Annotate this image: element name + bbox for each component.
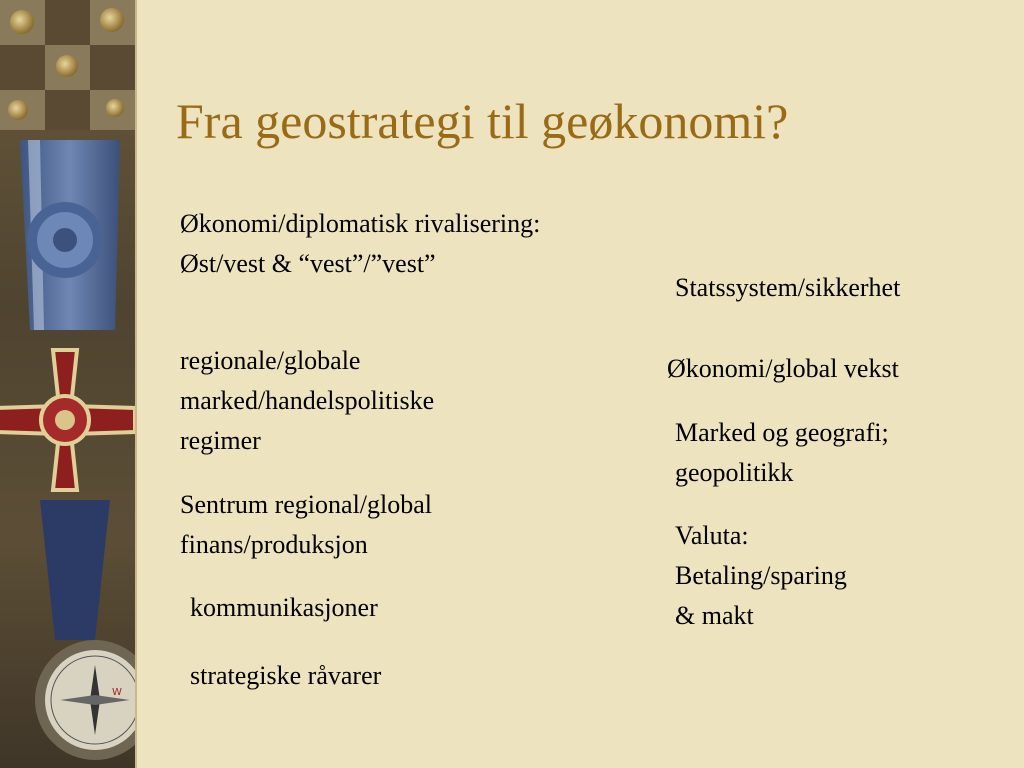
left-text-block4: kommunikasjoner	[190, 593, 378, 622]
right-text-block4-line1: Valuta:	[675, 521, 749, 550]
medals-collage-image	[0, 0, 137, 768]
left-text-block2-line2: marked/handelspolitiske	[180, 386, 435, 415]
decorative-image-strip	[0, 0, 137, 768]
left-text-block1-line1: Økonomi/diplomatisk rivalisering:	[180, 209, 541, 238]
left-text-block2-line1: regionale/globale	[180, 346, 361, 375]
slide-title: Fra geostrategi til geøkonomi?	[176, 93, 789, 149]
sidebar-border	[135, 0, 137, 768]
left-text-block3-line1: Sentrum regional/global	[180, 490, 433, 519]
right-text-block3-line1: Marked og geografi;	[675, 418, 889, 447]
svg-text:W: W	[112, 687, 122, 698]
left-text-block1-line2: Øst/vest & “vest”/”vest”	[180, 249, 436, 278]
right-text-block2: Økonomi/global vekst	[667, 354, 899, 383]
right-text-block4-line3: & makt	[675, 601, 754, 630]
left-text-block5: strategiske råvarer	[190, 661, 382, 690]
right-text-block3-line2: geopolitikk	[675, 458, 794, 487]
right-text-block1: Statssystem/sikkerhet	[675, 273, 901, 302]
right-text-block4-line2: Betaling/sparing	[675, 561, 847, 590]
left-text-block3-line2: finans/produksjon	[180, 530, 368, 559]
left-text-block2-line3: regimer	[180, 426, 261, 455]
